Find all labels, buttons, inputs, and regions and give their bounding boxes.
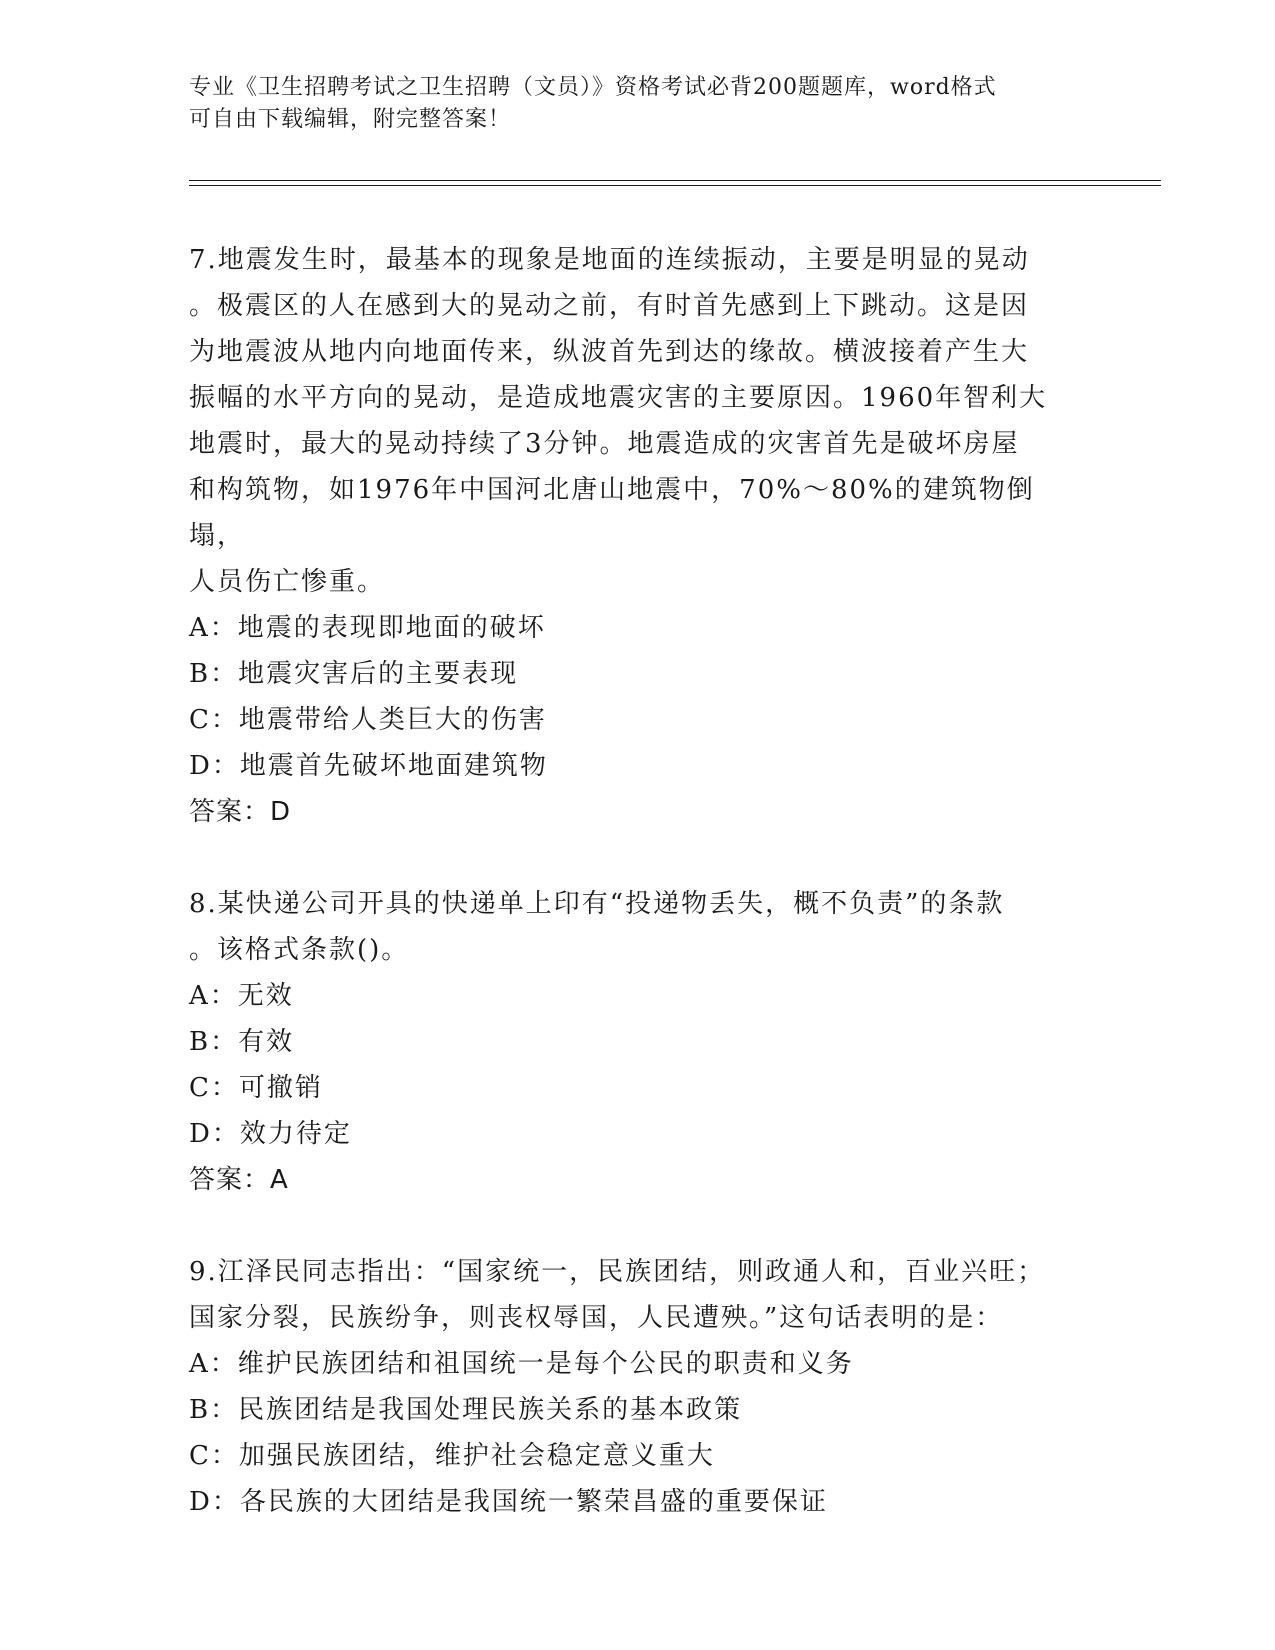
option-a: A：维护民族团结和祖国统一是每个公民的职责和义务	[189, 1349, 854, 1379]
question-stem-line: 9.江泽民同志指出：“国家统一，民族团结，则政通人和，百业兴旺；	[189, 1257, 1046, 1287]
header-title-line-1: 专业《卫生招聘考试之卫生招聘（文员）》资格考试必背200题题库，word格式	[189, 75, 997, 100]
question-list	[189, 237, 1069, 1525]
option-d: D：各民族的大团结是我国统一繁荣昌盛的重要保证	[189, 1487, 828, 1517]
answer-label: 答案：D	[189, 797, 292, 827]
option-a: A：地震的表现即地面的破坏	[189, 613, 546, 643]
question-7	[189, 237, 1069, 835]
question-stem-line: 国家分裂，民族纷争，则丧权辱国，人民遭殃。”这句话表明的是：	[189, 1303, 1004, 1333]
question-stem-line: 。该格式条款()。	[189, 935, 410, 965]
option-b: B：民族团结是我国处理民族关系的基本政策	[189, 1395, 743, 1425]
document-header	[189, 72, 1089, 136]
answer-label: 答案：A	[189, 1165, 289, 1195]
question-stem-line: 振幅的水平方向的晃动，是造成地震灾害的主要原因。1960年智利大	[189, 383, 1048, 413]
header-title-line-2: 可自由下载编辑，附完整答案！	[189, 107, 512, 132]
question-8	[189, 881, 1069, 1203]
option-d: D：地震首先破坏地面建筑物	[189, 751, 548, 781]
option-b: B：地震灾害后的主要表现	[189, 659, 519, 689]
option-d: D：效力待定	[189, 1119, 352, 1149]
question-stem-line: 地震时，最大的晃动持续了3分钟。地震造成的灾害首先是破坏房屋	[189, 429, 1020, 459]
option-c: C：地震带给人类巨大的伤害	[189, 705, 547, 735]
question-stem-line: 8.某快递公司开具的快递单上印有“投递物丢失，概不负责”的条款	[189, 889, 1005, 919]
option-a: A：无效	[189, 981, 294, 1011]
option-c: C：可撤销	[189, 1073, 323, 1103]
question-stem-line: 人员伤亡惨重。	[189, 567, 386, 597]
option-b: B：有效	[189, 1027, 295, 1057]
question-stem-line: 为地震波从地内向地面传来，纵波首先到达的缘故。横波接着产生大	[189, 337, 1030, 367]
question-9	[189, 1249, 1069, 1525]
question-gap	[189, 1203, 1069, 1249]
question-gap	[189, 835, 1069, 881]
question-stem-line: 7.地震发生时，最基本的现象是地面的连续振动，主要是明显的晃动	[189, 245, 1030, 275]
question-stem-line: 和构筑物，如1976年中国河北唐山地震中，70%～80%的建筑物倒塌，	[189, 475, 1035, 551]
option-c: C：加强民族团结，维护社会稳定意义重大	[189, 1441, 715, 1471]
header-double-rule	[189, 180, 1161, 186]
question-stem-line: 。极震区的人在感到大的晃动之前，有时首先感到上下跳动。这是因	[189, 291, 1030, 321]
